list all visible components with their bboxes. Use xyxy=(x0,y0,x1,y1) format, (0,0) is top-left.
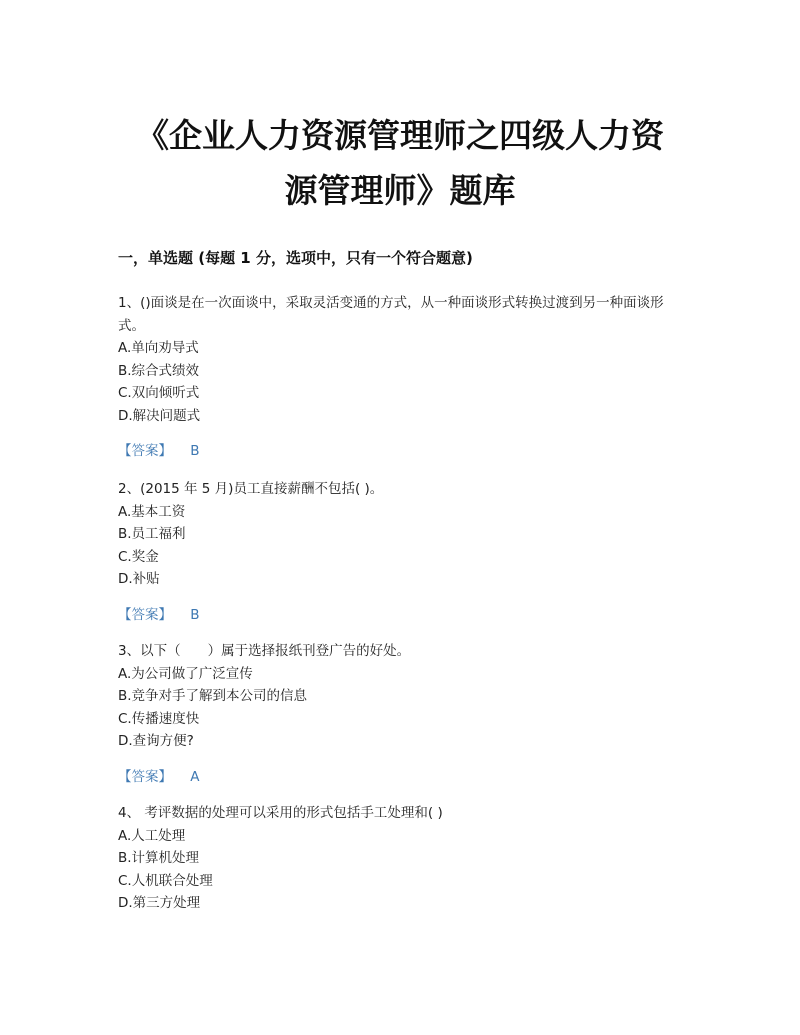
option-c: C.人机联合处理 xyxy=(118,872,213,889)
option-b: B.计算机处理 xyxy=(118,850,200,866)
document-title-line-1: 《企业人力资源管理师之四级人力资 xyxy=(136,116,664,155)
answer-value: A xyxy=(190,768,200,785)
option-c: C.传播速度快 xyxy=(118,710,200,727)
question-3 xyxy=(118,640,690,788)
question-2 xyxy=(118,478,690,626)
option-b: B.员工福利 xyxy=(118,526,186,542)
answer-value: B xyxy=(190,443,200,459)
answer-label: 【答案】 xyxy=(118,606,172,623)
option-d: D.第三方处理 xyxy=(118,895,201,911)
option-b: B.综合式绩效 xyxy=(118,362,200,379)
question-stem: 4、 考评数据的处理可以采用的形式包括手工处理和( ) xyxy=(118,805,443,821)
option-c: C.奖金 xyxy=(118,548,159,565)
answer-label: 【答案】 xyxy=(118,443,172,459)
question-1 xyxy=(118,292,690,462)
answer-row xyxy=(118,766,690,788)
option-d: D.解决问题式 xyxy=(118,407,201,424)
option-a: A.为公司做了广泛宣传 xyxy=(118,665,253,682)
option-d: D.查询方便? xyxy=(118,733,194,749)
option-a: A.基本工资 xyxy=(118,503,186,520)
answer-value: B xyxy=(190,606,200,623)
option-a: A.人工处理 xyxy=(118,827,186,844)
question-4 xyxy=(118,802,690,915)
option-d: D.补贴 xyxy=(118,571,160,587)
answer-label: 【答案】 xyxy=(118,768,172,785)
option-b: B.竞争对手了解到本公司的信息 xyxy=(118,688,308,704)
question-stem: 3、以下（ ）属于选择报纸刊登广告的好处。 xyxy=(118,643,411,659)
document-title-line-2: 源管理师》题库 xyxy=(284,171,516,210)
section-heading: 一，单选题 (每题 1 分，选项中，只有一个符合题意) xyxy=(118,249,473,267)
option-a: A.单向劝导式 xyxy=(118,340,199,356)
question-stem: 1、()面谈是在一次面谈中，采取灵活变通的方式，从一种面谈形式转换过渡到另一种面谈形式。 xyxy=(118,295,664,334)
answer-row xyxy=(118,440,690,462)
document-title xyxy=(100,108,700,218)
question-stem: 2、(2015 年 5 月)员工直接薪酬不包括( )。 xyxy=(118,481,384,497)
option-c: C.双向倾听式 xyxy=(118,385,200,401)
answer-row xyxy=(118,604,690,626)
